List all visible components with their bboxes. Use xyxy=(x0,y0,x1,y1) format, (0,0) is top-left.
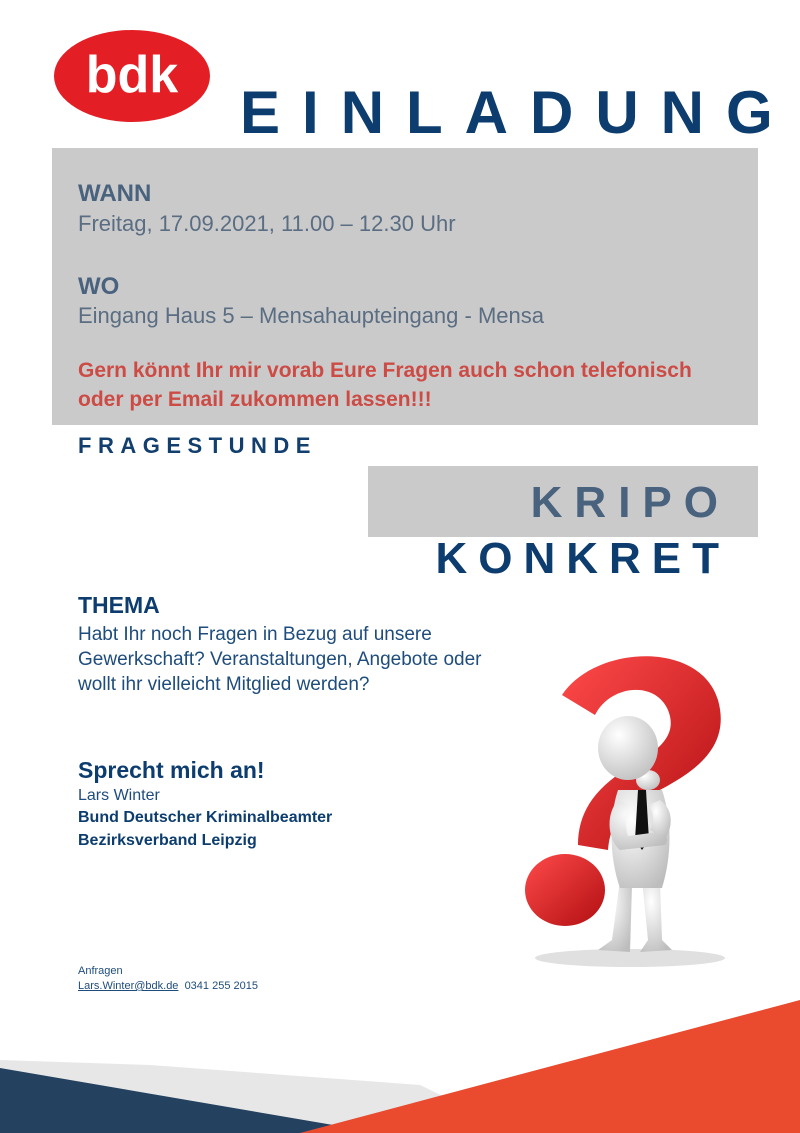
page-title: EINLADUNG xyxy=(240,79,795,146)
footer-decoration xyxy=(0,990,800,1133)
question-mark-figure-illustration xyxy=(500,640,740,970)
contact-heading: Sprecht mich an! xyxy=(78,757,265,783)
where-value: Eingang Haus 5 – Mensahaupteingang - Mensa xyxy=(78,303,544,328)
bdk-logo xyxy=(52,28,212,124)
contact-name: Lars Winter xyxy=(78,787,160,804)
when-value: Freitag, 17.09.2021, 11.00 – 12.30 Uhr xyxy=(78,211,456,236)
topic-label: THEMA xyxy=(78,592,160,618)
advance-questions-note: Gern könnt Ihr mir vorab Eure Fragen auch schon telefonisch oder per Email zukommen lassen!!! xyxy=(78,359,692,411)
contact-branch: Bezirksverband Leipzig xyxy=(78,832,257,849)
where-label: WO xyxy=(78,273,120,300)
phone-number: 0341 255 2015 xyxy=(184,980,258,992)
when-label: WANN xyxy=(78,180,152,207)
heading-line-1: KRIPO xyxy=(530,478,730,527)
inquiries-label: Anfragen xyxy=(78,965,123,977)
email-link[interactable]: Lars.Winter@bdk.de xyxy=(78,980,179,992)
contact-organization: Bund Deutscher Kriminalbeamter xyxy=(78,809,333,826)
topic-text: Habt Ihr noch Fragen in Bezug auf unsere Gewerkschaft? Veranstaltungen, Angebote oder wollt ihr vielleicht Mitglied werden? xyxy=(78,624,482,695)
heading-line-2: KONKRET xyxy=(435,534,730,583)
logo-lettering: bdk xyxy=(85,46,179,104)
subtitle: FRAGESTUNDE xyxy=(78,433,317,458)
